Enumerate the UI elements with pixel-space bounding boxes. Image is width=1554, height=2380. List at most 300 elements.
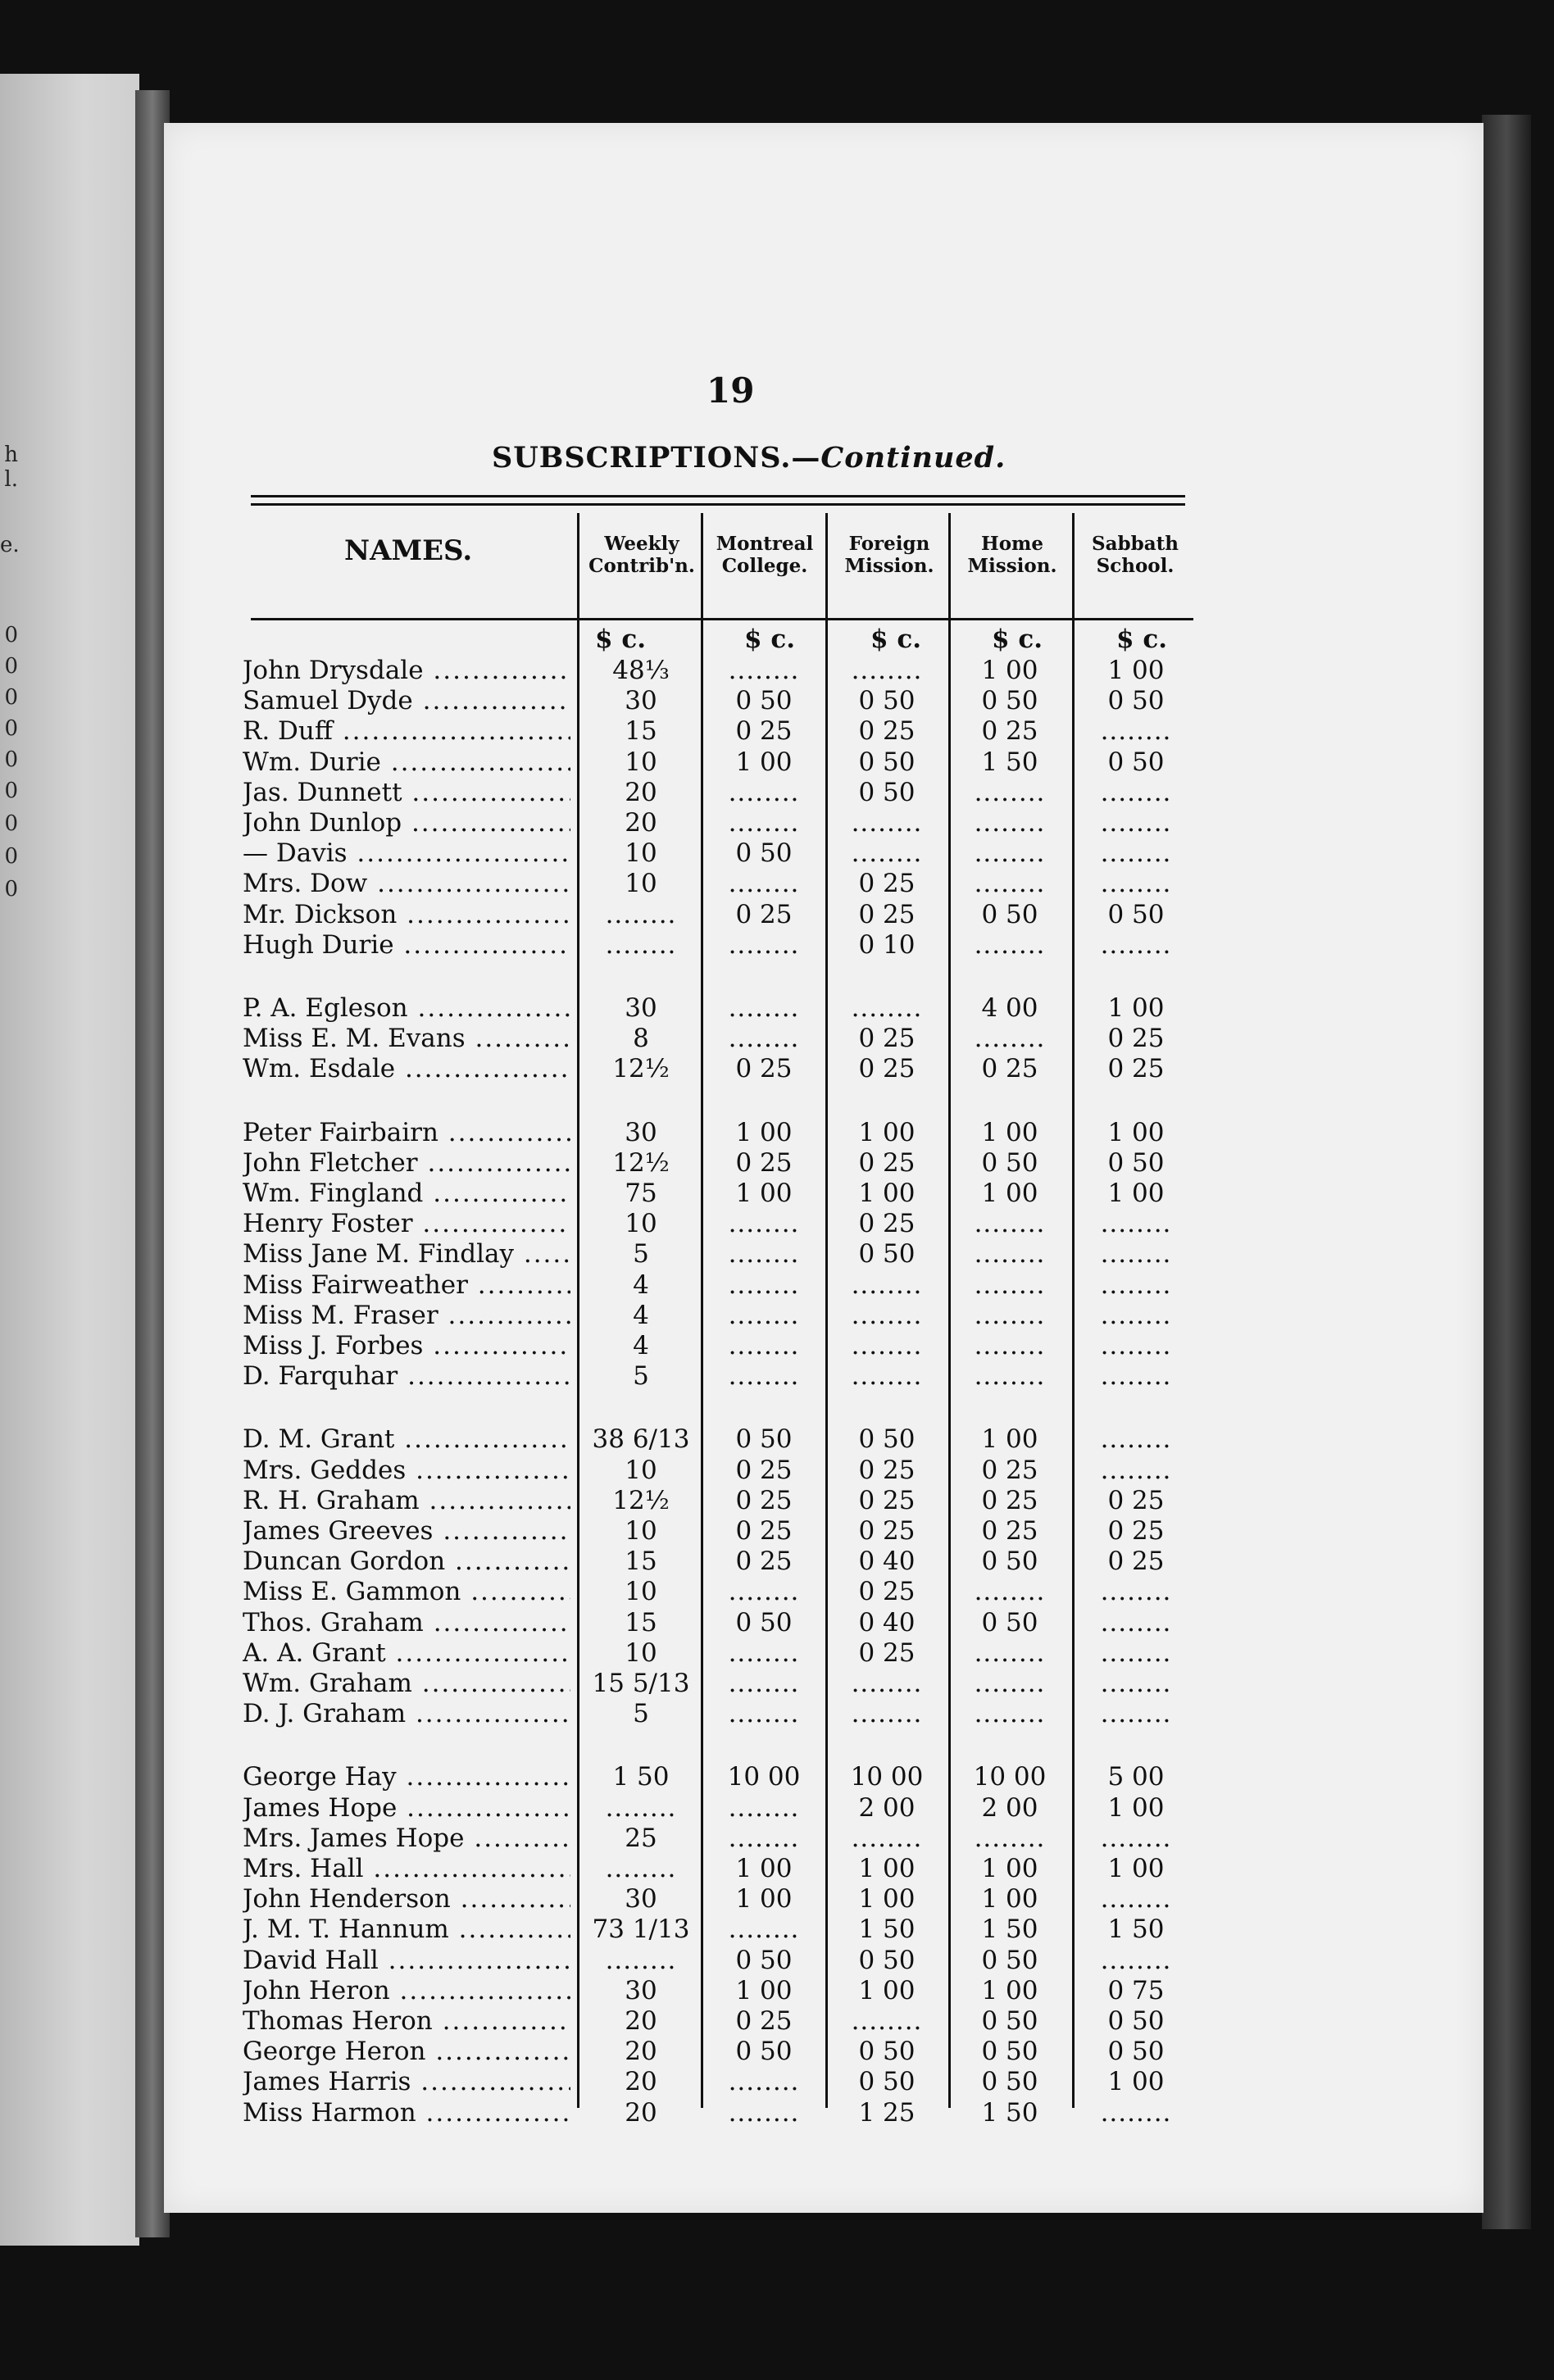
table-row	[0, 747, 1229, 778]
table-row	[0, 1946, 1229, 1976]
cell-montreal: 1 00	[735, 1118, 793, 1147]
cell-home	[952, 1577, 1067, 1606]
cell-home: 1 50	[981, 747, 1038, 777]
cell-home	[952, 1699, 1067, 1728]
table-row	[0, 1577, 1229, 1607]
table-row	[0, 869, 1229, 899]
cell-home: 0 50	[981, 1946, 1038, 1975]
cell-sabbath	[1079, 1456, 1193, 1485]
table-row	[0, 1270, 1229, 1301]
cell-sabbath: 1 00	[1107, 2067, 1165, 2096]
cell-sabbath	[1079, 1824, 1193, 1853]
cell-montreal	[707, 930, 821, 960]
cell-home	[952, 869, 1067, 898]
cell-home	[952, 1331, 1067, 1360]
table-row	[0, 1608, 1229, 1638]
subscriber-name: Wm. Graham .....	[243, 1669, 570, 1698]
table-row	[0, 1824, 1229, 1854]
subscriber-name: Wm. Esdale .....	[243, 1054, 570, 1083]
cell-weekly	[584, 1793, 698, 1823]
cell-montreal	[707, 1793, 821, 1823]
column-header-home	[951, 533, 1074, 577]
cell-sabbath: 0 50	[1107, 686, 1165, 715]
cell-montreal	[707, 1577, 821, 1606]
cell-weekly: 8	[633, 1024, 649, 1053]
left-page-fragment-text: 0	[4, 779, 18, 803]
page-heading	[492, 441, 1006, 475]
subscriber-name: James Greeves .....	[243, 1516, 570, 1546]
cell-montreal	[707, 656, 821, 685]
cell-weekly: 5	[633, 1699, 649, 1728]
table-row	[0, 838, 1229, 869]
cell-foreign: 0 40	[858, 1608, 916, 1637]
table-row	[0, 1024, 1229, 1054]
cell-foreign: 1 00	[858, 1179, 916, 1208]
heading-continued: Continued.	[820, 441, 1006, 475]
cell-foreign: 0 50	[858, 1946, 916, 1975]
cell-weekly: 30	[625, 993, 657, 1023]
cell-sabbath: 1 00	[1107, 1854, 1165, 1883]
cell-foreign: 0 25	[858, 1209, 916, 1238]
cell-foreign	[829, 1361, 944, 1391]
cell-sabbath	[1079, 808, 1193, 838]
cell-home	[952, 1024, 1067, 1053]
cell-home: 1 00	[981, 1424, 1038, 1454]
header-line: Home	[980, 533, 1044, 555]
table-row	[0, 656, 1229, 686]
table-row	[0, 1854, 1229, 1884]
cell-sabbath	[1079, 869, 1193, 898]
cell-sabbath	[1079, 1239, 1193, 1269]
cell-montreal	[707, 778, 821, 807]
cell-weekly: 20	[625, 2006, 657, 2036]
subscriber-name: George Hay .....	[243, 1762, 570, 1792]
subscriber-name: James Harris .....	[243, 2067, 570, 2096]
subscriber-name: Mrs. Hall .....	[243, 1854, 570, 1883]
cell-home: 1 00	[981, 1179, 1038, 1208]
table-row	[0, 1914, 1229, 1945]
cell-foreign: 1 50	[858, 1914, 916, 1944]
header-line: Mission.	[844, 555, 934, 577]
cell-weekly	[584, 930, 698, 960]
cell-foreign: 1 00	[858, 1884, 916, 1914]
cell-montreal	[707, 2098, 821, 2128]
cell-montreal	[707, 869, 821, 898]
cell-montreal: 1 00	[735, 1884, 793, 1914]
units-foreign: $ c.	[870, 625, 922, 654]
header-line: Sabbath	[1092, 533, 1179, 555]
cell-home: 0 25	[981, 1516, 1038, 1546]
cell-foreign: 0 40	[858, 1547, 916, 1576]
table-row	[0, 1793, 1229, 1824]
cell-home	[952, 808, 1067, 838]
cell-home: 1 50	[981, 2098, 1038, 2128]
cell-montreal	[707, 1239, 821, 1269]
cell-sabbath: 0 25	[1107, 1486, 1165, 1515]
cell-weekly: 10	[625, 838, 657, 868]
table-row	[0, 1424, 1229, 1455]
top-rule	[251, 495, 1185, 497]
cell-home	[952, 930, 1067, 960]
cell-foreign: 2 00	[858, 1793, 916, 1823]
cell-weekly: 73 1/13	[592, 1914, 690, 1944]
cell-montreal	[707, 1824, 821, 1853]
subscriber-name: John Dunlop .....	[243, 808, 570, 838]
cell-weekly: 10	[625, 1456, 657, 1485]
table-row	[0, 1209, 1229, 1239]
units-home: $ c.	[992, 625, 1043, 654]
cell-foreign: 10 00	[850, 1762, 924, 1792]
subscriber-name: John Fletcher .....	[243, 1148, 570, 1178]
cell-foreign	[829, 2006, 944, 2036]
cell-home	[952, 1669, 1067, 1698]
cell-home	[952, 1239, 1067, 1269]
cell-home	[952, 1270, 1067, 1300]
cell-montreal: 0 25	[735, 1547, 793, 1576]
subscriber-name: Mrs. Dow .....	[243, 869, 570, 898]
left-page-fragment-text: e.	[0, 533, 20, 557]
cell-weekly: 20	[625, 2037, 657, 2066]
table-row	[0, 716, 1229, 747]
cell-home: 2 00	[981, 1793, 1038, 1823]
cell-sabbath	[1079, 778, 1193, 807]
cell-weekly: 30	[625, 1976, 657, 2005]
table-row	[0, 2006, 1229, 2037]
table-row	[0, 993, 1229, 1024]
cell-foreign: 0 25	[858, 1516, 916, 1546]
column-header-names: NAMES.	[344, 534, 473, 567]
cell-home: 0 25	[981, 716, 1038, 746]
table-row	[0, 1118, 1229, 1148]
subscriber-name: George Heron .....	[243, 2037, 570, 2066]
cell-foreign: 0 50	[858, 1424, 916, 1454]
cell-sabbath: 1 00	[1107, 993, 1165, 1023]
cell-home: 1 00	[981, 1854, 1038, 1883]
cell-sabbath	[1079, 716, 1193, 746]
table-row	[0, 1762, 1229, 1792]
cell-weekly: 30	[625, 1884, 657, 1914]
cell-foreign	[829, 1270, 944, 1300]
header-line: Mission.	[967, 555, 1057, 577]
cell-sabbath	[1079, 1946, 1193, 1975]
cell-weekly: 12½	[612, 1054, 670, 1083]
cell-montreal	[707, 1361, 821, 1391]
subscriber-name: Samuel Dyde .....	[243, 686, 570, 715]
top-rule-second	[251, 503, 1185, 506]
table-row	[0, 1699, 1229, 1729]
header-line: Foreign	[848, 533, 930, 555]
left-page-fragment-text: l.	[4, 467, 18, 492]
table-row	[0, 1239, 1229, 1269]
table-row	[0, 2098, 1229, 2128]
table-row	[0, 1547, 1229, 1577]
left-page-fragment-text: 0	[4, 811, 18, 836]
cell-sabbath: 0 25	[1107, 1054, 1165, 1083]
cell-home: 0 50	[981, 1148, 1038, 1178]
cell-foreign: 0 25	[858, 1024, 916, 1053]
cell-sabbath	[1079, 1638, 1193, 1668]
cell-weekly: 5	[633, 1239, 649, 1269]
cell-foreign: 1 25	[858, 2098, 916, 2128]
cell-weekly	[584, 1854, 698, 1883]
subscriber-name: John Drysdale .....	[243, 656, 570, 685]
cell-weekly: 12½	[612, 1486, 670, 1515]
cell-weekly: 38 6/13	[592, 1424, 690, 1454]
cell-montreal: 0 50	[735, 1424, 793, 1454]
subscriber-name: Miss Fairweather .....	[243, 1270, 570, 1300]
cell-foreign	[829, 656, 944, 685]
table-row	[0, 1301, 1229, 1331]
cell-sabbath	[1079, 1270, 1193, 1300]
cell-sabbath	[1079, 1301, 1193, 1330]
subscriber-name: D. Farquhar .....	[243, 1361, 570, 1391]
book-edge	[1482, 115, 1531, 2229]
cell-sabbath: 1 50	[1107, 1914, 1165, 1944]
cell-montreal: 0 25	[735, 1148, 793, 1178]
cell-home: 1 00	[981, 1976, 1038, 2005]
table-row	[0, 1148, 1229, 1179]
cell-weekly: 75	[625, 1179, 657, 1208]
left-page-fragment-text: 0	[4, 877, 18, 902]
cell-foreign: 0 25	[858, 900, 916, 929]
cell-sabbath: 0 50	[1107, 2006, 1165, 2036]
table-row	[0, 1638, 1229, 1669]
column-header-weekly	[580, 533, 703, 577]
page-number: 19	[707, 370, 755, 411]
units-sabbath: $ c.	[1116, 625, 1168, 654]
subscriber-name: James Hope .....	[243, 1793, 570, 1823]
subscriber-name: D. J. Graham .....	[243, 1699, 570, 1728]
cell-sabbath	[1079, 838, 1193, 868]
cell-montreal: 0 25	[735, 716, 793, 746]
header-line: College.	[721, 555, 808, 577]
cell-sabbath	[1079, 1209, 1193, 1238]
table-row	[0, 1976, 1229, 2006]
table-row	[0, 1054, 1229, 1084]
cell-foreign	[829, 1331, 944, 1360]
cell-weekly: 30	[625, 686, 657, 715]
cell-foreign: 0 25	[858, 1638, 916, 1668]
cell-weekly: 25	[625, 1824, 657, 1853]
cell-foreign: 0 50	[858, 747, 916, 777]
cell-montreal: 0 25	[735, 1486, 793, 1515]
cell-weekly: 10	[625, 869, 657, 898]
cell-foreign: 1 00	[858, 1118, 916, 1147]
cell-weekly: 4	[633, 1270, 649, 1300]
cell-montreal: 0 25	[735, 900, 793, 929]
subscriber-name: Miss M. Fraser .....	[243, 1301, 570, 1330]
cell-foreign	[829, 1699, 944, 1728]
cell-weekly: 5	[633, 1361, 649, 1391]
cell-sabbath: 0 50	[1107, 2037, 1165, 2066]
table-row	[0, 1486, 1229, 1516]
subscriber-name: Miss J. Forbes .....	[243, 1331, 570, 1360]
subscriber-name: A. A. Grant .....	[243, 1638, 570, 1668]
header-line: School.	[1096, 555, 1175, 577]
cell-foreign	[829, 1669, 944, 1698]
cell-foreign: 0 25	[858, 1577, 916, 1606]
header-line: Montreal	[716, 533, 814, 555]
cell-foreign: 0 50	[858, 2037, 916, 2066]
cell-foreign: 0 25	[858, 716, 916, 746]
cell-foreign: 0 50	[858, 778, 916, 807]
cell-sabbath: 0 50	[1107, 900, 1165, 929]
header-line: Contrib'n.	[588, 555, 695, 577]
cell-montreal: 1 00	[735, 747, 793, 777]
cell-montreal	[707, 1209, 821, 1238]
subscriber-name: Thomas Heron .....	[243, 2006, 570, 2036]
cell-home: 0 25	[981, 1486, 1038, 1515]
cell-sabbath	[1079, 930, 1193, 960]
cell-montreal	[707, 1699, 821, 1728]
cell-foreign	[829, 808, 944, 838]
cell-home: 0 50	[981, 2006, 1038, 2036]
cell-home: 0 50	[981, 2067, 1038, 2096]
cell-foreign: 0 10	[858, 930, 916, 960]
cell-sabbath	[1079, 1608, 1193, 1637]
cell-weekly: 20	[625, 778, 657, 807]
subscriber-name: Mr. Dickson .....	[243, 900, 570, 929]
cell-weekly: 15	[625, 716, 657, 746]
cell-sabbath	[1079, 1577, 1193, 1606]
cell-weekly	[584, 900, 698, 929]
cell-sabbath: 0 25	[1107, 1547, 1165, 1576]
subscriber-name: D. M. Grant .....	[243, 1424, 570, 1454]
header-line: Weekly	[604, 533, 679, 555]
cell-sabbath: 1 00	[1107, 656, 1165, 685]
cell-montreal: 0 50	[735, 1608, 793, 1637]
subscriber-name: J. M. T. Hannum .....	[243, 1914, 570, 1944]
table-row	[0, 808, 1229, 838]
subscriber-name: Miss E. Gammon .....	[243, 1577, 570, 1606]
cell-weekly	[584, 1946, 698, 1975]
cell-montreal: 0 50	[735, 2037, 793, 2066]
cell-weekly: 20	[625, 2067, 657, 2096]
cell-home: 4 00	[981, 993, 1038, 1023]
cell-montreal: 0 25	[735, 1516, 793, 1546]
subscriber-name: David Hall .....	[243, 1946, 570, 1975]
table-row	[0, 1669, 1229, 1699]
cell-home: 0 25	[981, 1456, 1038, 1485]
cell-sabbath: 5 00	[1107, 1762, 1165, 1792]
cell-weekly: 4	[633, 1331, 649, 1360]
cell-foreign	[829, 993, 944, 1023]
left-page-fragment-text: 0	[4, 685, 18, 710]
cell-weekly: 48⅓	[612, 656, 670, 685]
cell-home: 1 00	[981, 656, 1038, 685]
cell-sabbath	[1079, 1361, 1193, 1391]
cell-sabbath	[1079, 1884, 1193, 1914]
cell-foreign: 0 25	[858, 1148, 916, 1178]
subscriber-name: Peter Fairbairn .....	[243, 1118, 570, 1147]
cell-sabbath: 1 00	[1107, 1118, 1165, 1147]
left-page-fragment-text: h	[4, 443, 18, 467]
left-page-fragment-text: 0	[4, 844, 18, 869]
cell-foreign	[829, 1824, 944, 1853]
cell-home	[952, 778, 1067, 807]
column-header-sabbath	[1074, 533, 1197, 577]
cell-weekly: 30	[625, 1118, 657, 1147]
subscriber-name: Miss E. M. Evans .....	[243, 1024, 570, 1053]
heading-title: SUBSCRIPTIONS.—	[492, 441, 821, 475]
cell-home: 1 00	[981, 1884, 1038, 1914]
cell-sabbath: 0 25	[1107, 1024, 1165, 1053]
cell-home: 0 25	[981, 1054, 1038, 1083]
table-row	[0, 1884, 1229, 1914]
cell-montreal	[707, 1331, 821, 1360]
cell-foreign: 0 25	[858, 1486, 916, 1515]
column-header-montreal	[703, 533, 826, 577]
subscriber-name: John Heron .....	[243, 1976, 570, 2005]
cell-foreign: 0 25	[858, 1456, 916, 1485]
table-row	[0, 686, 1229, 716]
cell-sabbath	[1079, 1331, 1193, 1360]
subscriber-name: Mrs. Geddes .....	[243, 1456, 570, 1485]
cell-foreign: 0 50	[858, 686, 916, 715]
cell-weekly: 12½	[612, 1148, 670, 1178]
cell-montreal	[707, 2067, 821, 2096]
cell-weekly: 10	[625, 1638, 657, 1668]
cell-weekly: 20	[625, 808, 657, 838]
cell-foreign: 0 50	[858, 2067, 916, 2096]
subscriber-name: — Davis .....	[243, 838, 570, 868]
cell-montreal: 0 50	[735, 686, 793, 715]
cell-weekly: 15	[625, 1547, 657, 1576]
cell-home: 0 50	[981, 686, 1038, 715]
subscriber-name: R. H. Graham .....	[243, 1486, 570, 1515]
table-row	[0, 1516, 1229, 1547]
cell-foreign: 1 00	[858, 1976, 916, 2005]
table-row	[0, 900, 1229, 930]
left-page-fragment-text: 0	[4, 623, 18, 647]
cell-sabbath: 0 75	[1107, 1976, 1165, 2005]
cell-montreal	[707, 993, 821, 1023]
cell-montreal: 10 00	[727, 1762, 801, 1792]
cell-sabbath	[1079, 1669, 1193, 1698]
cell-home: 0 50	[981, 900, 1038, 929]
cell-home	[952, 1361, 1067, 1391]
cell-weekly: 15	[625, 1608, 657, 1637]
cell-montreal: 1 00	[735, 1179, 793, 1208]
cell-sabbath: 1 00	[1107, 1179, 1165, 1208]
cell-montreal	[707, 1301, 821, 1330]
table-row	[0, 778, 1229, 808]
cell-montreal: 0 50	[735, 838, 793, 868]
cell-home: 1 00	[981, 1118, 1038, 1147]
cell-weekly: 15 5/13	[592, 1669, 690, 1698]
subscriber-name: R. Duff .....	[243, 716, 570, 746]
table-row	[0, 930, 1229, 961]
cell-montreal: 0 25	[735, 1054, 793, 1083]
cell-foreign: 1 00	[858, 1854, 916, 1883]
cell-montreal: 1 00	[735, 1854, 793, 1883]
table-row	[0, 1179, 1229, 1209]
cell-sabbath: 0 25	[1107, 1516, 1165, 1546]
cell-foreign: 0 25	[858, 869, 916, 898]
cell-weekly: 20	[625, 2098, 657, 2128]
table-row	[0, 2037, 1229, 2067]
subscriber-name: Thos. Graham .....	[243, 1608, 570, 1637]
subscriber-name: Wm. Fingland .....	[243, 1179, 570, 1208]
cell-home: 0 50	[981, 2037, 1038, 2066]
subscriber-name: Miss Jane M. Findlay .....	[243, 1239, 570, 1269]
cell-montreal: 0 50	[735, 1946, 793, 1975]
cell-montreal	[707, 1024, 821, 1053]
cell-sabbath: 0 50	[1107, 747, 1165, 777]
cell-sabbath	[1079, 1424, 1193, 1454]
subscriber-name: Jas. Dunnett .....	[243, 778, 570, 807]
cell-home	[952, 1301, 1067, 1330]
